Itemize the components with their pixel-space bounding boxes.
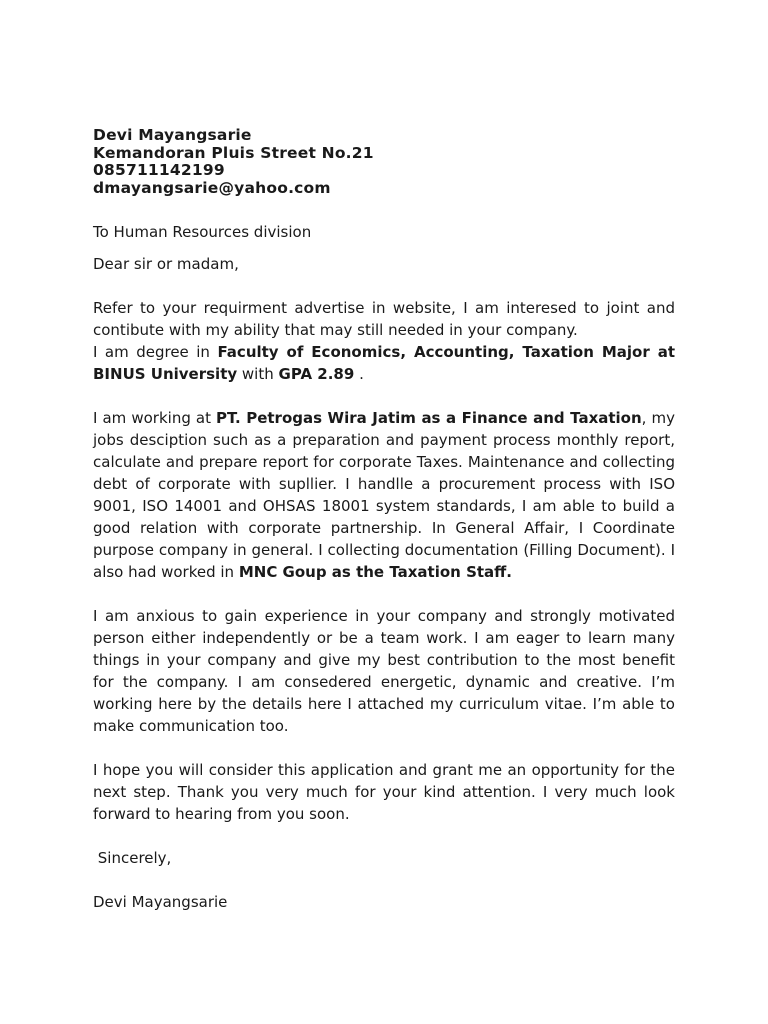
degree-with: with [237, 365, 279, 383]
experience-body: , my jobs desciption such as a preparation and payment process monthly report, calculate and prepare report for corporate Taxes. Maintenance and collecting debt of corporate with supllier. I handlle a procurement process with ISO 9001, ISO 14001 and OHSAS 18001 system standards, I am able to build a good relation with corporate partnership. In General Affair, I Coordinate purpose company in general. I collecting documentation (Filling Document). I also had worked in [93, 409, 675, 581]
sender-name: Devi Mayangsarie [93, 126, 252, 144]
sender-block [93, 127, 675, 197]
salutation: Dear sir or madam, [93, 255, 239, 273]
paragraph-motivation: I am anxious to gain experience in your company and strongly motivated person either independently or be a team work. I am eager to learn many things in your company and give my best contribution to the most benefit for the company. I am consedered energetic, dynamic and creative. I’m working here by the details here I attached my curriculum vitae. I’m able to make communication too. [93, 607, 675, 735]
previous-employer-text: MNC Goup as the Taxation Staff. [238, 563, 513, 581]
employer-text: PT. Petrogas Wira Jatim as a Finance and Taxation [216, 409, 642, 427]
paragraph-experience [93, 407, 675, 583]
letter-page [93, 127, 675, 913]
gpa-text: GPA 2.89 [278, 365, 355, 383]
degree-text: Faculty of Economics, Accounting, Taxation Major at BINUS University [93, 343, 675, 383]
experience-prefix: I am working at [93, 409, 217, 427]
degree-end: . [354, 365, 364, 383]
recipient-line: To Human Resources division [93, 223, 312, 241]
sender-address: Kemandoran Pluis Street No.21 [93, 143, 374, 162]
intro-text: Refer to your requirment advertise in website, I am interesed to joint and contibute with my ability that may still needed in your company. [93, 299, 675, 339]
paragraph-introduction [93, 297, 675, 385]
closing-line: Sincerely, [93, 849, 172, 867]
signature-name: Devi Mayangsarie [93, 893, 228, 911]
degree-prefix: I am degree in [93, 343, 218, 361]
paragraph-closing: I hope you will consider this application and grant me an opportunity for the next step. Thank you very much for your kind attention. I very much look forward to hearing from you soon. [93, 761, 675, 823]
sender-phone: 085711142199 [93, 161, 225, 179]
sender-email: dmayangsarie@yahoo.com [93, 178, 331, 197]
